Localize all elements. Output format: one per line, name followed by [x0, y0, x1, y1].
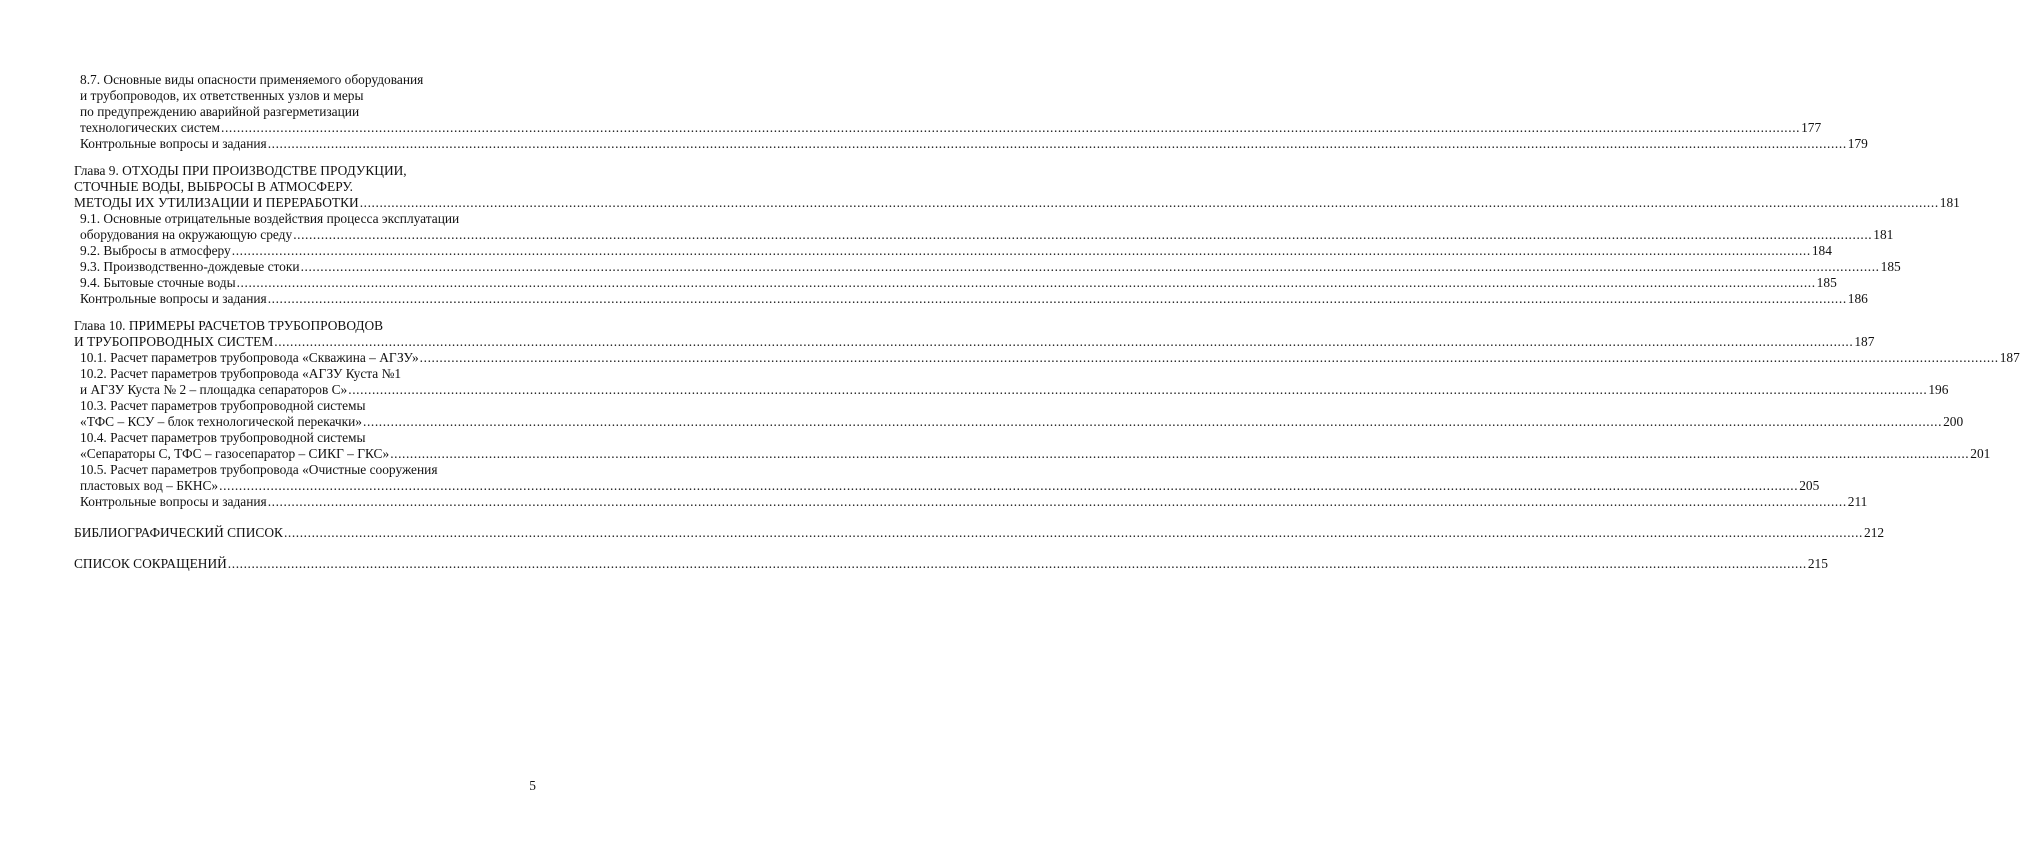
- dot-leader: ................................................................................................................................................................................................................................................................................................................................................................................................................: [283, 525, 1863, 540]
- toc-entry-last-line: [80, 350, 2020, 366]
- toc-entry-last-line: [74, 195, 1960, 211]
- toc-entry-title: СПИСОК СОКРАЩЕНИЙ: [74, 556, 227, 571]
- toc-entry-line: Глава 9. ОТХОДЫ ПРИ ПРОИЗВОДСТВЕ ПРОДУКЦИИ,: [74, 163, 407, 178]
- dot-leader: ................................................................................................................................................................................................................................................................................................................................................................................................................: [221, 120, 1801, 135]
- toc-entry-last-line: [80, 414, 1964, 430]
- toc-entry-title: «ТФС – КСУ – блок технологической перекачки»: [80, 414, 362, 429]
- toc-entry: [80, 291, 1868, 307]
- toc-entry-title: технологических систем: [80, 120, 221, 135]
- toc-entry-title: Контрольные вопросы и задания: [80, 494, 267, 509]
- dot-leader: ................................................................................................................................................................................................................................................................................................................................................................................................................: [227, 556, 1807, 571]
- dot-leader: ................................................................................................................................................................................................................................................................................................................................................................................................................: [293, 227, 1873, 242]
- toc-page-number: 187: [1854, 334, 1875, 349]
- dot-leader: ................................................................................................................................................................................................................................................................................................................................................................................................................: [267, 136, 1847, 151]
- dot-leader: ................................................................................................................................................................................................................................................................................................................................................................................................................: [267, 291, 1847, 306]
- page-number: 5: [529, 778, 536, 793]
- toc-entry-last-line: [80, 136, 1868, 152]
- toc-entry-title: и АГЗУ Куста № 2 – площадка сепараторов С»: [80, 382, 348, 397]
- toc-entry-title: «Сепараторы С, ТФС – газосепаратор – СИКГ – ГКС»: [80, 446, 390, 461]
- toc-entry-title: 10.1. Расчет параметров трубопровода «Скважина – АГЗУ»: [80, 350, 419, 365]
- dot-leader: ................................................................................................................................................................................................................................................................................................................................................................................................................: [359, 195, 1939, 210]
- toc-entry-last-line: [80, 275, 1837, 291]
- toc-entry: [80, 243, 1832, 259]
- toc-entry: [80, 259, 1901, 275]
- toc-entry-last-line: [80, 120, 1822, 136]
- dot-leader: ................................................................................................................................................................................................................................................................................................................................................................................................................: [231, 243, 1811, 258]
- toc-entry-last-line: [74, 334, 1875, 350]
- toc-entry-last-line: [80, 291, 1868, 307]
- toc-entry-last-line: [80, 494, 1868, 510]
- toc-entry: [80, 211, 1894, 243]
- dot-leader: ................................................................................................................................................................................................................................................................................................................................................................................................................: [390, 446, 1970, 461]
- toc-page-number: 201: [1970, 446, 1991, 461]
- toc-entry-title: И ТРУБОПРОВОДНЫХ СИСТЕМ: [74, 334, 274, 349]
- toc-entry-line: и трубопроводов, их ответственных узлов и меры: [80, 88, 364, 103]
- toc-entry: [80, 462, 1820, 494]
- toc-entry-title: Контрольные вопросы и задания: [80, 136, 267, 151]
- toc-entry-line: Глава 10. ПРИМЕРЫ РАСЧЕТОВ ТРУБОПРОВОДОВ: [74, 318, 384, 333]
- toc-entry-line: СТОЧНЫЕ ВОДЫ, ВЫБРОСЫ В АТМОСФЕРУ.: [74, 179, 353, 194]
- toc-page-number: 200: [1943, 414, 1964, 429]
- toc-entry: [74, 556, 1828, 572]
- toc-entry: [80, 430, 1991, 462]
- dot-leader: ................................................................................................................................................................................................................................................................................................................................................................................................................: [267, 494, 1847, 509]
- toc-entry-line: 10.4. Расчет параметров трубопроводной системы: [80, 430, 366, 445]
- toc-entry-line: 10.5. Расчет параметров трубопровода «Очистные сооружения: [80, 462, 438, 477]
- dot-leader: ................................................................................................................................................................................................................................................................................................................................................................................................................: [363, 414, 1943, 429]
- toc-entry: [80, 72, 1822, 136]
- toc-page-number: 205: [1799, 478, 1820, 493]
- toc-page-number: 181: [1939, 195, 1960, 210]
- toc-entry: [80, 366, 1949, 398]
- toc-entry-last-line: [80, 478, 1820, 494]
- dot-leader: ................................................................................................................................................................................................................................................................................................................................................................................................................: [236, 275, 1816, 290]
- dot-leader: ................................................................................................................................................................................................................................................................................................................................................................................................................: [348, 382, 1928, 397]
- toc-entry: [74, 525, 1885, 541]
- toc-entry: [80, 350, 2020, 366]
- toc-page-number: 215: [1807, 556, 1828, 571]
- toc-entry-line: 10.3. Расчет параметров трубопроводной системы: [80, 398, 366, 413]
- toc-page-number: 187: [1999, 350, 2020, 365]
- toc-page-number: 179: [1847, 136, 1868, 151]
- toc-entry-title: 9.4. Бытовые сточные воды: [80, 275, 236, 290]
- toc-page-number: 181: [1873, 227, 1894, 242]
- toc-page-number: 177: [1801, 120, 1822, 135]
- toc-entry-title: 9.3. Производственно-дождевые стоки: [80, 259, 300, 274]
- toc-entry-line: 10.2. Расчет параметров трубопровода «АГЗУ Куста №1: [80, 366, 402, 381]
- toc-entry-last-line: [80, 382, 1949, 398]
- toc-page-number: 185: [1880, 259, 1901, 274]
- dot-leader: ................................................................................................................................................................................................................................................................................................................................................................................................................: [419, 350, 1999, 365]
- toc-entry-line: 9.1. Основные отрицательные воздействия процесса эксплуатации: [80, 211, 460, 226]
- toc-entry-title: оборудования на окружающую среду: [80, 227, 293, 242]
- toc-entry-last-line: [74, 525, 1885, 541]
- toc-entry-last-line: [80, 259, 1901, 275]
- toc-entry-last-line: [80, 446, 1991, 462]
- toc-page-number: 185: [1816, 275, 1837, 290]
- toc-entry-last-line: [80, 227, 1894, 243]
- toc-entry-title: МЕТОДЫ ИХ УТИЛИЗАЦИИ И ПЕРЕРАБОТКИ: [74, 195, 359, 210]
- dot-leader: ................................................................................................................................................................................................................................................................................................................................................................................................................: [219, 478, 1799, 493]
- toc-entry: [80, 398, 1964, 430]
- toc-entry-last-line: [80, 243, 1832, 259]
- toc-page-number: 196: [1928, 382, 1949, 397]
- toc-entry-line: по предупреждению аварийной разгерметизации: [80, 104, 360, 119]
- dot-leader: ................................................................................................................................................................................................................................................................................................................................................................................................................: [274, 334, 1854, 349]
- toc-entry-last-line: [74, 556, 1828, 572]
- toc-entry: [80, 494, 1868, 510]
- toc-entry-title: БИБЛИОГРАФИЧЕСКИЙ СПИСОК: [74, 525, 283, 540]
- toc-entry-title: пластовых вод – БКНС»: [80, 478, 219, 493]
- toc-entry-title: Контрольные вопросы и задания: [80, 291, 267, 306]
- toc-page-number: 186: [1847, 291, 1868, 306]
- toc-page-number: 211: [1847, 494, 1868, 509]
- toc-entry: [80, 275, 1837, 291]
- toc-entry: [74, 318, 1875, 350]
- toc-page-number: 184: [1811, 243, 1832, 258]
- dot-leader: ................................................................................................................................................................................................................................................................................................................................................................................................................: [300, 259, 1880, 274]
- toc-entry: [74, 163, 1960, 211]
- toc-entry: [80, 136, 1868, 152]
- toc-entry-line: 8.7. Основные виды опасности применяемого оборудования: [80, 72, 424, 87]
- table-of-contents: [0, 72, 2020, 572]
- toc-page-number: 212: [1864, 525, 1885, 540]
- toc-entry-title: 9.2. Выбросы в атмосферу: [80, 243, 231, 258]
